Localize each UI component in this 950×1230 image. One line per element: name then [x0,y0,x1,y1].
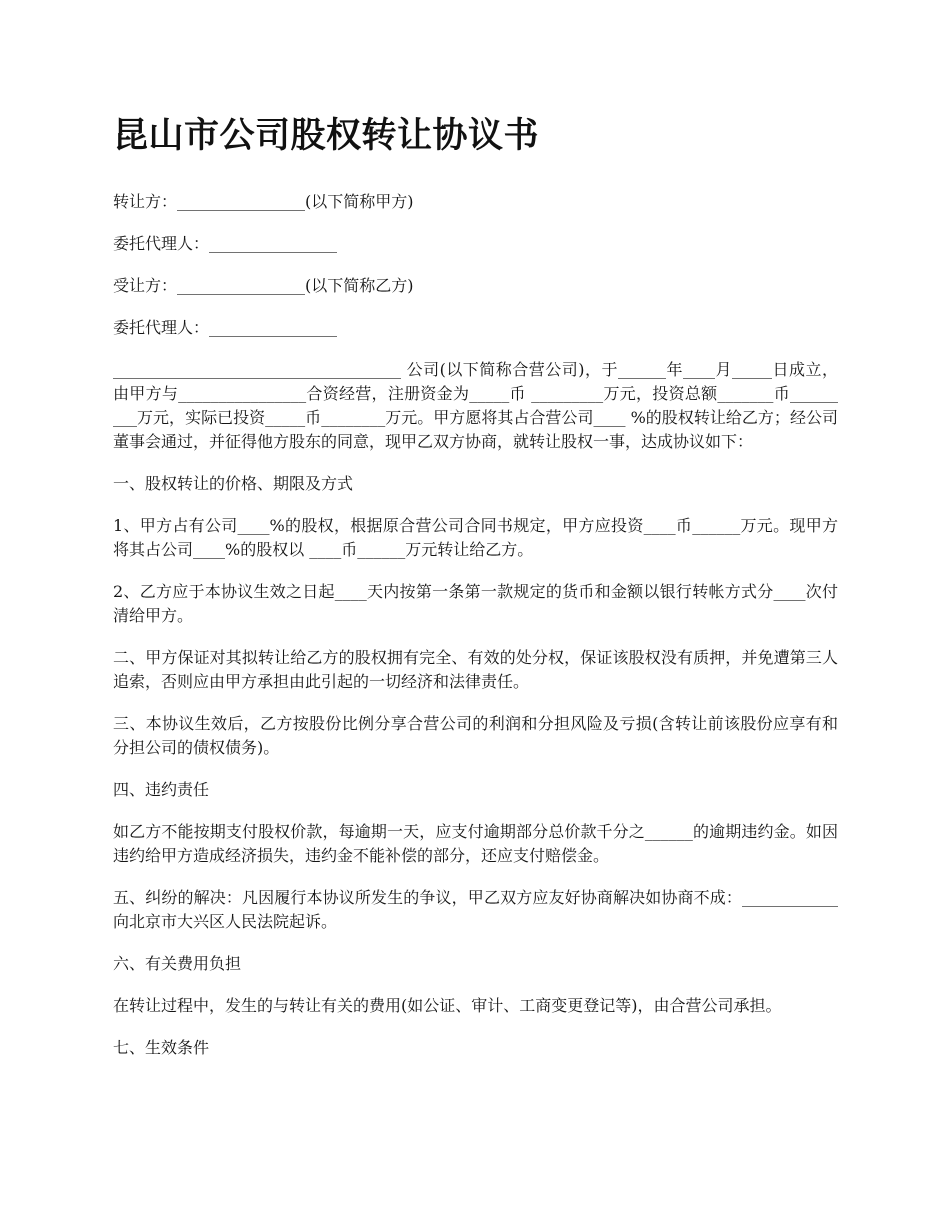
breach-liability-paragraph: 如乙方不能按期支付股权价款，每逾期一天，应支付逾期部分总价款千分之______的逾期违约金。如因违约给甲方造成经济损失，违约金不能补偿的部分，还应支付赔偿金。 [113,822,838,865]
section-heading-price-term-method: 一、股权转让的价格、期限及方式 [113,474,354,493]
expenses-paragraph: 在转让过程中，发生的与转让有关的费用(如公证、审计、工商变更登记等)，由合营公司承担。 [113,996,782,1015]
section-5-dispute-paragraph: 五、纠纷的解决：凡因履行本协议所发生的争议，甲乙双方应友好协商解决如协商不成：____________ 向北京市大兴区人民法院起诉。 [113,888,838,931]
transferor-agent-line: 委托代理人：________________ [113,234,338,253]
section-heading-expenses: 六、有关费用负担 [113,954,242,973]
transferor-line: 转让方：________________(以下简称甲方) [113,192,414,211]
clause-1-1-paragraph: 1、甲方占有公司____%的股权，根据原合营公司合同书规定，甲方应投资____币______万元。现甲方将其占公司____%的股权以 ____币______万元转让给乙方。 [113,516,838,559]
transferee-line: 受让方：________________(以下简称乙方) [113,276,414,295]
transferee-agent-line: 委托代理人：________________ [113,318,338,337]
section-heading-breach-liability: 四、违约责任 [113,780,210,799]
section-3-profit-risk-paragraph: 三、本协议生效后，乙方按股份比例分享合营公司的利润和分担风险及亏损(含转让前该股份应享有和分担公司的债权债务)。 [113,714,838,757]
document-body [113,112,838,1078]
section-2-warranty-paragraph: 二、甲方保证对其拟转让给乙方的股权拥有完全、有效的处分权，保证该股权没有质押，并免遭第三人追索，否则应由甲方承担由此引起的一切经济和法律责任。 [113,648,838,691]
document-title: 昆山市公司股权转让协议书 [113,116,540,156]
preamble-paragraph: ____________________________________ 公司(以下简称合营公司)，于______年____月_____日成立，由甲方与________________合资经营，注册资金为_____币 _________万元，投资总额_______币_________万元，实际已投资_____币________万元。甲方愿将其占合营公司____ %的股权转让给乙方；经公司董事会通过，并征得他方股东的同意，现甲乙双方协商，就转让股权一事，达成协议如下： [113,360,838,451]
clause-1-2-paragraph: 2、乙方应于本协议生效之日起____天内按第一条第一款规定的货币和金额以银行转帐方式分____次付清给甲方。 [113,582,838,625]
section-heading-effective-conditions: 七、生效条件 [113,1038,210,1057]
